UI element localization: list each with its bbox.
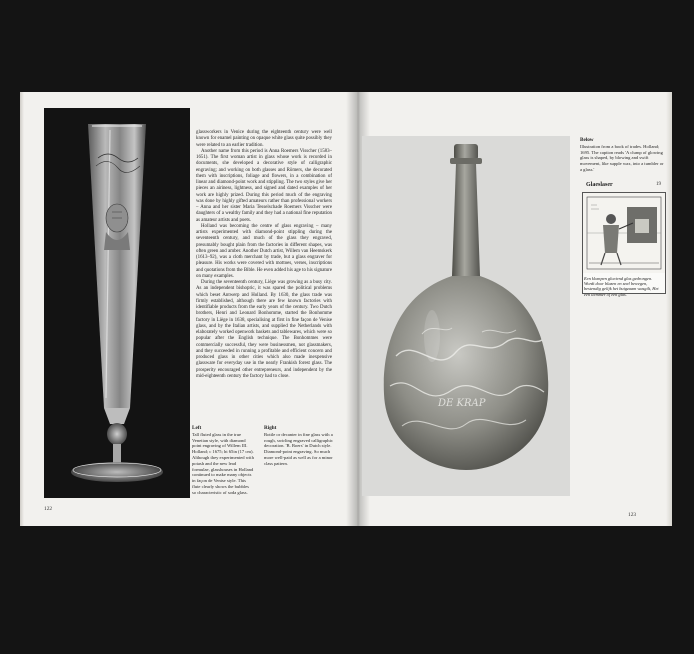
body-text-column xyxy=(196,130,332,380)
flute-glass-illustration xyxy=(44,108,190,498)
caption-left-heading: Left xyxy=(192,425,202,431)
caption-left-text: Tall fluted glass in the true Venetian style, with diamond point engraving of Willem III. Holland; c 1675; ht 65in (17 cm). Although they experimented with potash and the new lead formulae, glasshouses in Holland continued to make many objects in façon de Venise style. This flute clearly shows the bubbles so characteristic of soda glass. xyxy=(192,431,254,495)
body-paragraph: Another name from this period is Anna Roemers Visscher (1583–1651). The first woman artist in glass whose work is recorded in documents, she developed a decorative style of calligraphic engraving; and working on both glasses and Römers, she decorated them with inscriptions, foliage and flowers, in a combination of linear and diamond-point work and stippling. The two styles give her pieces an airiness, lightness, and signed and dated examples of her work are highly prized. During this period much of the engraving was done by highly gifted amateurs rather than professional workers – Anna and her sister Maria Tesselschade Roemers Visscher were daughters of a wealthy family and they had a national fine reputation as amateur artists and poets. xyxy=(196,148,332,223)
body-paragraph: glassworkers in Venice during the eighteenth century were well known for enamel painting on opaque white glass quite possibly they were related to an earlier tradition. xyxy=(196,130,332,148)
caption-below-heading: Below xyxy=(580,137,594,143)
illustration-caption: Een klompen gloeiend glas gedrongen. Wordt door blazen en snel bewegen, bestendig gelijk het buigzaam wasgilt, Het een tiemmer of een glas. xyxy=(584,276,659,297)
book-spread xyxy=(20,92,672,526)
page-number-right: 123 xyxy=(628,512,637,518)
bottle-photo xyxy=(362,136,570,496)
illustration-title: Glaeslaser xyxy=(586,182,613,188)
page-number-left: 122 xyxy=(44,506,53,512)
bottle-inscription: DE KRAP xyxy=(438,398,486,409)
bottle-illustration xyxy=(362,136,570,496)
left-page-edge xyxy=(20,92,24,526)
caption-right-heading: Right xyxy=(264,425,277,431)
flute-glass-photo xyxy=(44,108,190,498)
glassblower-illustration xyxy=(583,193,665,273)
caption-right-text: Bottle or decanter in fine glass with a rough, swirling engraved calligraphic decoration. 'B. Boers' in Dutch style. Diamond-point engraving. So much more well-paid as well as for a minor class pattern. xyxy=(264,431,333,466)
right-page-edge xyxy=(666,92,672,526)
body-paragraph: Holland was becoming the centre of glass engraving – many artists experimented with diamond-point stippling during the seventeenth century, and much of the glass they engraved, presumably bought plain from the factories in different shapes, was often green and amber. Another Dutch artist, Willem van Heemskerk (1613–92), was a cloth merchant by trade, but a glass engraver for pleasure. His works were covered with mottoes, verses, inscriptions and quotations from the Bible. He even added his age to his signature on many examples. xyxy=(196,223,332,279)
caption-below-text: Illustration from a book of trades. Holland; 1695. The caption reads 'A clump of glowing glass is shaped, by blowing and swift movement, like supple wax, into a tumbler or a glass.' xyxy=(580,143,664,172)
body-paragraph: During the seventeenth century, Liège was growing as a busy city. As an independent bishopric, it was spared the political problems which beset Antwerp and Holland. By 1630, the glass trade was firmly established, although there are few known factories with identifiable products from the early years of the century. Two Dutch brothers, Henri and Leonard Bonhomme, started the Bonhomme factory in Liège in 1638, specialising at first in fine façon de Venise glass, and by the Italian artists, and supplied the Netherlands with elaborately worked openwork baskets and tablewares, which were so popular after the English technique. The Bonhommes were commercially successful, they were businessmen, not glassmakers, and they succeeded in running a profitable and efficient concern and produced glass in other cities which also made inexpensive glassware for everyday use in the nearly Frankish forest glass. The prosperity encouraged other entrepreneurs, and independent by the mid-eighteenth century the factory had to close. xyxy=(196,280,332,379)
caption-below xyxy=(580,138,666,173)
caption-right xyxy=(264,426,334,467)
caption-left xyxy=(192,426,254,496)
illustration-number: 19 xyxy=(656,182,661,187)
